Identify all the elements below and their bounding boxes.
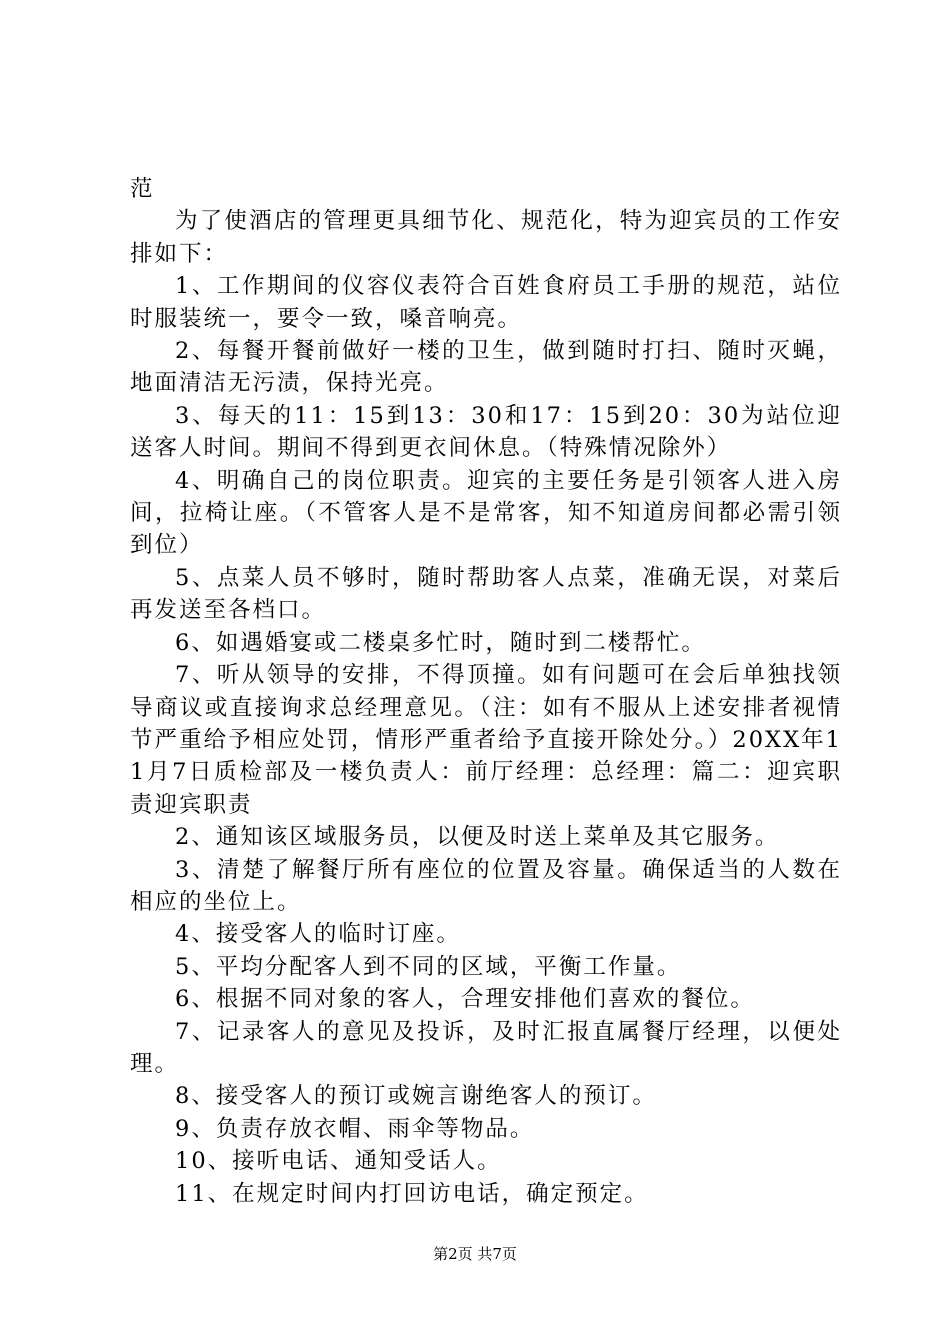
paragraph: 4、明确自己的岗位职责。迎宾的主要任务是引领客人进入房间，拉椅让座。（不管客人是不是常客，知不知道房间都必需引领到位） [130, 467, 842, 559]
paragraph: 3、清楚了解餐厅所有座位的位置及容量。确保适当的人数在相应的坐位上。 [130, 856, 842, 915]
paragraph: 10、接听电话、通知受话人。 [175, 1148, 502, 1175]
paragraph: 1、工作期间的仪容仪表符合百姓食府员工手册的规范，站位时服装统一，要令一致，嗓音响亮。 [130, 273, 842, 332]
paragraph: 2、通知该区域服务员，以便及时送上菜单及其它服务。 [175, 824, 780, 851]
paragraph: 范 [130, 176, 155, 202]
paragraph: 5、平均分配客人到不同的区域，平衡工作量。 [175, 953, 682, 980]
paragraph: 5、点菜人员不够时，随时帮助客人点菜，准确无误，对菜后再发送至各档口。 [130, 564, 842, 624]
document-body [130, 173, 842, 1210]
paragraph: 11、在规定时间内打回访电话，确定预定。 [175, 1180, 649, 1207]
page-number: 第2页 共7页 [433, 1245, 517, 1263]
paragraph: 6、如遇婚宴或二楼桌多忙时，随时到二楼帮忙。 [175, 629, 706, 656]
paragraph: 2、每餐开餐前做好一楼的卫生，做到随时打扫、随时灭蝇，地面清洁无污渍，保持光亮。 [130, 338, 842, 397]
paragraph: 为了使酒店的管理更具细节化、规范化，特为迎宾员的工作安排如下： [130, 208, 842, 267]
paragraph: 9、负责存放衣帽、雨伞等物品。 [175, 1115, 535, 1142]
paragraph: 6、根据不同对象的客人，合理安排他们喜欢的餐位。 [175, 986, 755, 1013]
paragraph: 8、接受客人的预订或婉言谢绝客人的预订。 [175, 1083, 657, 1110]
paragraph: 4、接受客人的临时订座。 [175, 921, 461, 948]
paragraph: 7、听从领导的安排，不得顶撞。如有问题可在会后单独找领导商议或直接询求总经理意见。（注：如有不服从上述安排者视情节严重给予相应处罚，情形严重者给予直接开除处分。）20XX年11月7日质检部及一楼负责人：前厅经理：总经理：篇二：迎宾职责迎宾职责 [130, 662, 842, 818]
paragraph: 7、记录客人的意见及投诉，及时汇报直属餐厅经理，以便处理。 [130, 1018, 842, 1077]
paragraph: 3、每天的11：15到13：30和17：15到20：30为站位迎送客人时间。期间不得到更衣间休息。（特殊情况除外） [130, 402, 842, 462]
